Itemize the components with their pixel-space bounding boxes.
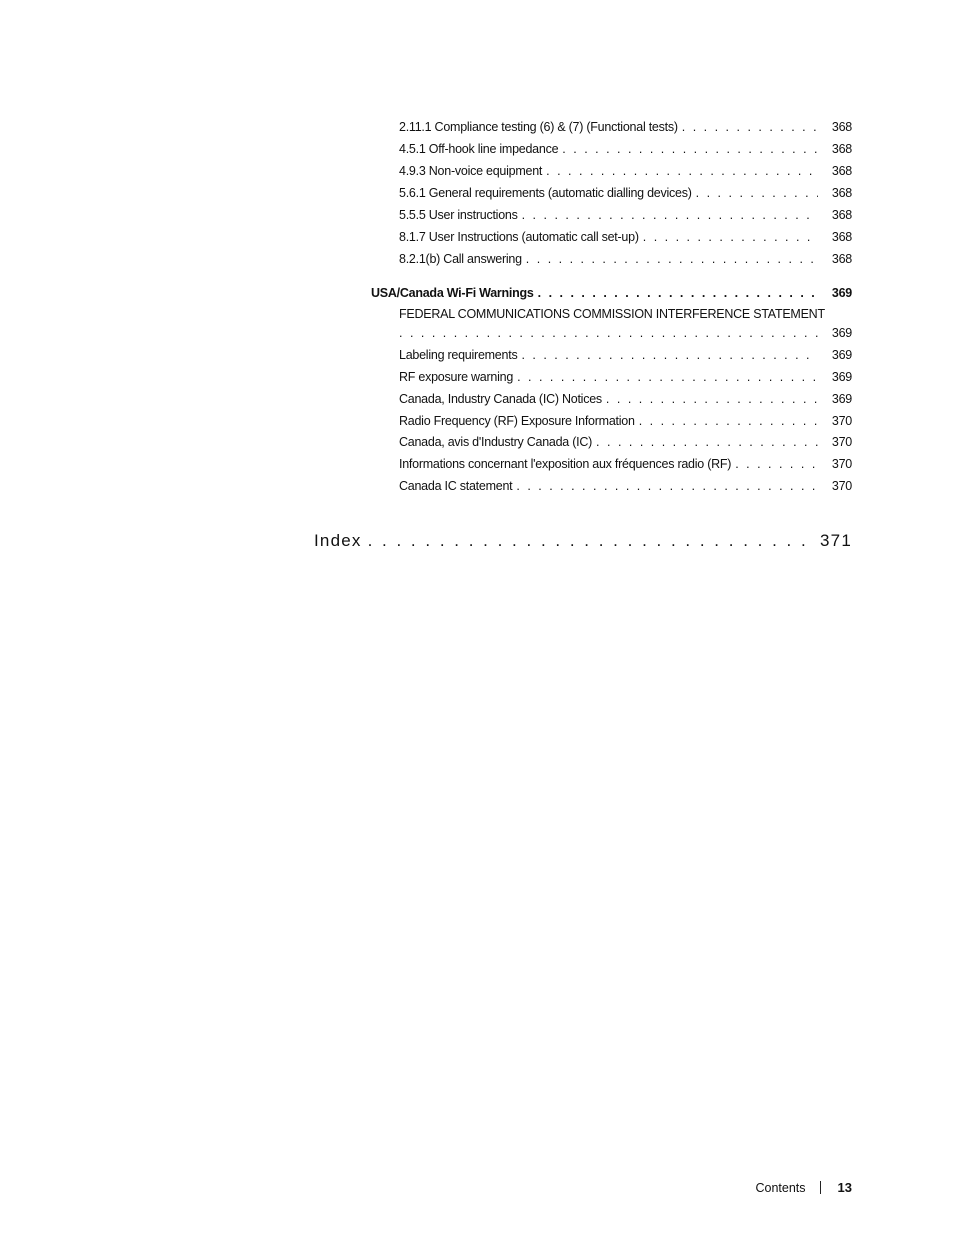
toc-entry[interactable]	[399, 252, 852, 266]
toc-entry[interactable]	[399, 208, 852, 222]
dot-leader	[735, 457, 818, 471]
toc-entry-label: Canada, avis d'Industry Canada (IC)	[399, 435, 593, 449]
dot-leader	[682, 120, 818, 134]
toc-section-entry[interactable]	[371, 286, 852, 300]
footer-section-title: Contents	[755, 1180, 806, 1195]
toc-entry[interactable]	[399, 414, 852, 428]
toc-entry-page: 368	[831, 208, 852, 222]
toc-entry[interactable]	[399, 457, 852, 471]
toc-entry[interactable]	[399, 435, 852, 449]
toc-section-page: 369	[831, 286, 852, 300]
toc-entry[interactable]	[399, 164, 852, 178]
toc-entry[interactable]	[399, 392, 852, 406]
toc-entry-label: 8.2.1(b) Call answering	[399, 252, 522, 266]
toc-entry-page: 369	[831, 326, 852, 340]
toc-entry-label: 4.5.1 Off-hook line impedance	[399, 142, 559, 156]
toc-index-page: 371	[820, 531, 852, 550]
toc-entry-page: 368	[831, 164, 852, 178]
toc-index-entry[interactable]	[314, 531, 852, 551]
toc-entry-label: Informations concernant l'exposition aux fréquences radio (RF)	[399, 457, 732, 471]
toc-entry-label: 2.11.1 Compliance testing (6) & (7) (Functional tests)	[399, 120, 678, 134]
toc-entry-label: Canada IC statement	[399, 479, 513, 493]
toc-entry[interactable]	[399, 370, 852, 384]
toc-entry-label-fcc[interactable]: FEDERAL COMMUNICATIONS COMMISSION INTERFERENCE STATEMENT	[399, 307, 825, 321]
dot-leader	[521, 348, 818, 362]
toc-entry[interactable]	[399, 120, 852, 134]
dot-leader	[606, 392, 818, 406]
toc-entry-page: 370	[831, 479, 852, 493]
toc-entry-label: 4.9.3 Non-voice equipment	[399, 164, 543, 178]
toc-entry[interactable]	[399, 186, 852, 200]
toc-entry-page: 370	[831, 435, 852, 449]
footer-page-number: 13	[837, 1180, 852, 1195]
dot-leader	[562, 142, 818, 156]
toc-entry-label: 5.6.1 General requirements (automatic dialling devices)	[399, 186, 692, 200]
toc-index-label: Index	[314, 531, 362, 550]
dot-leader	[399, 326, 818, 340]
toc-entry-label: RF exposure warning	[399, 370, 514, 384]
toc-entry-page: 368	[831, 186, 852, 200]
toc-section-label: USA/Canada Wi-Fi Warnings	[371, 286, 534, 300]
dot-leader	[517, 370, 818, 384]
dot-leader	[546, 164, 818, 178]
page-footer	[756, 1180, 853, 1195]
toc-entry-page: 369	[831, 370, 852, 384]
toc-entry-page: 370	[831, 414, 852, 428]
toc-entry-page: 369	[831, 392, 852, 406]
toc-entry-page: 368	[831, 252, 852, 266]
dot-leader	[526, 252, 818, 266]
toc-entry-page: 368	[831, 230, 852, 244]
toc-entry[interactable]	[399, 348, 852, 362]
toc-entry-fcc-leader[interactable]	[399, 326, 852, 340]
dot-leader	[516, 479, 818, 493]
toc-entry-label: 8.1.7 User Instructions (automatic call set-up)	[399, 230, 639, 244]
toc-entry-label: Radio Frequency (RF) Exposure Information	[399, 414, 635, 428]
dot-leader	[696, 186, 818, 200]
toc-entry-page: 368	[831, 120, 852, 134]
toc-entry-page: 370	[831, 457, 852, 471]
toc-entry-label: Labeling requirements	[399, 348, 518, 362]
dot-leader	[639, 414, 818, 428]
dot-leader	[596, 435, 818, 449]
dot-leader	[538, 286, 818, 300]
toc-entry[interactable]	[399, 142, 852, 156]
toc-entry-label: Canada, Industry Canada (IC) Notices	[399, 392, 602, 406]
toc-entry-page: 368	[831, 142, 852, 156]
dot-leader	[643, 230, 818, 244]
toc-entry-label: 5.5.5 User instructions	[399, 208, 518, 222]
toc-entry[interactable]	[399, 230, 852, 244]
footer-divider	[820, 1181, 821, 1194]
dot-leader	[368, 531, 816, 551]
toc-entry[interactable]	[399, 479, 852, 493]
toc-entry-page: 369	[831, 348, 852, 362]
dot-leader	[522, 208, 818, 222]
